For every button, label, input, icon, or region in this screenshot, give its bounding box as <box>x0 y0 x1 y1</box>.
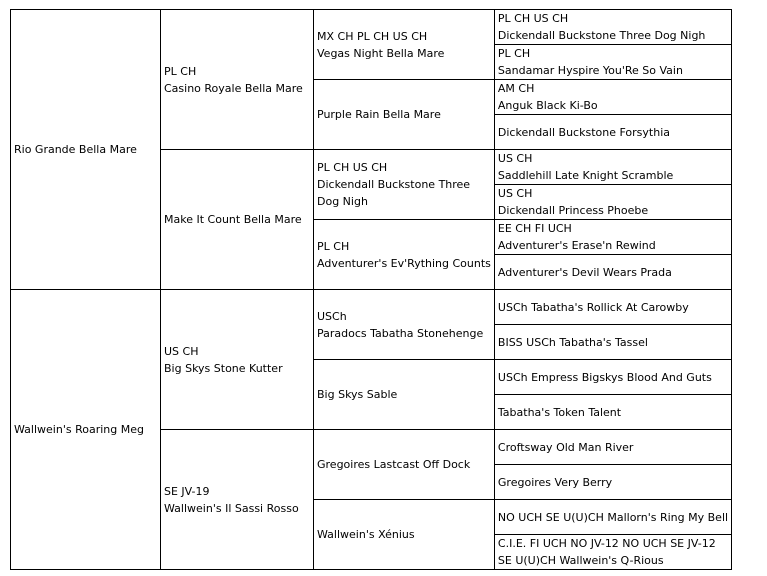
gen4-title-1: PL CH US CH <box>497 12 569 25</box>
gen1-dam-cell <box>11 10 161 290</box>
gen3-cell-7 <box>314 430 495 500</box>
gen2-title-1: PL CH <box>164 64 197 78</box>
gen4-name-10: BISS USCh Tabatha's Tassel <box>497 335 648 349</box>
gen4-cell-13 <box>494 430 731 465</box>
gen4-cell-11 <box>494 360 731 395</box>
gen2-name-1: Casino Royale Bella Mare <box>164 81 303 95</box>
gen4-cell-16 <box>494 535 731 570</box>
gen4-name-11: USCh Empress Bigskys Blood And Guts <box>497 370 712 384</box>
gen4-cell-15 <box>494 500 731 535</box>
gen3-name-3: Dickendall Buckstone Three Dog Nigh <box>317 178 471 208</box>
gen4-cell-5 <box>494 150 731 185</box>
gen4-cell-12 <box>494 395 731 430</box>
gen2-title-3: US CH <box>164 344 199 358</box>
gen3-cell-8 <box>314 500 495 570</box>
gen4-cell-8 <box>494 255 731 290</box>
gen2-cell-4 <box>161 430 314 570</box>
gen4-name-6: Dickendall Princess Phoebe <box>497 204 649 217</box>
gen3-name-5: Paradocs Tabatha Stonehenge <box>317 326 484 340</box>
gen3-name-6: Big Skys Sable <box>317 388 398 401</box>
gen2-title-4: SE JV-19 <box>164 484 210 498</box>
gen3-cell-1 <box>314 10 495 80</box>
gen4-title-7: EE CH FI UCH <box>497 222 572 235</box>
gen3-cell-2 <box>314 80 495 150</box>
gen3-name-2: Purple Rain Bella Mare <box>317 108 441 121</box>
gen1-sire-cell <box>11 290 161 570</box>
gen3-title-5: USCh <box>317 309 347 323</box>
gen3-name-4: Adventurer's Ev'Rything Counts <box>317 256 491 270</box>
gen4-cell-4 <box>494 115 731 150</box>
gen4-name-4: Dickendall Buckstone Forsythia <box>497 125 670 139</box>
gen4-name-16: SE U(U)CH Wallwein's Q-Rious <box>497 554 664 567</box>
gen3-cell-5 <box>314 290 495 360</box>
gen2-cell-3 <box>161 290 314 430</box>
gen4-name-7: Adventurer's Erase'n Rewind <box>497 239 656 252</box>
gen4-name-14: Gregoires Very Berry <box>497 475 613 489</box>
gen2-name-2: Make It Count Bella Mare <box>164 213 302 226</box>
gen4-title-3: AM CH <box>497 82 535 95</box>
gen4-name-8: Adventurer's Devil Wears Prada <box>497 265 672 279</box>
gen4-cell-6 <box>494 185 731 220</box>
gen4-name-3: Anguk Black Ki-Bo <box>497 99 598 112</box>
gen3-cell-4 <box>314 220 495 290</box>
gen3-name-1: Vegas Night Bella Mare <box>317 46 445 60</box>
gen4-name-2: Sandamar Hyspire You'Re So Vain <box>497 64 683 77</box>
gen3-name-8: Wallwein's Xénius <box>317 528 415 541</box>
gen4-cell-9 <box>494 290 731 325</box>
pedigree-table <box>10 9 732 570</box>
gen2-cell-2 <box>161 150 314 290</box>
gen4-title-16: C.I.E. FI UCH NO JV-12 NO UCH SE JV-12 <box>497 537 716 550</box>
gen3-cell-6 <box>314 360 495 430</box>
gen4-name-12: Tabatha's Token Talent <box>497 405 622 419</box>
gen4-title-5: US CH <box>497 152 533 165</box>
gen4-name-5: Saddlehill Late Knight Scramble <box>497 169 674 182</box>
gen4-cell-10 <box>494 325 731 360</box>
gen3-title-1: MX CH PL CH US CH <box>317 29 428 43</box>
gen4-title-2: PL CH <box>497 47 531 60</box>
gen4-name-1: Dickendall Buckstone Three Dog Nigh <box>497 29 706 42</box>
gen4-name-15: NO UCH SE U(U)CH Mallorn's Ring My Bell <box>497 510 729 524</box>
gen3-title-4: PL CH <box>317 239 350 253</box>
gen4-title-6: US CH <box>497 187 533 200</box>
gen2-name-3: Big Skys Stone Kutter <box>164 361 283 375</box>
gen4-cell-3 <box>494 80 731 115</box>
gen3-name-7: Gregoires Lastcast Off Dock <box>317 458 471 471</box>
gen4-cell-7 <box>494 220 731 255</box>
gen3-title-3: PL CH US CH <box>317 161 388 174</box>
gen2-cell-1 <box>161 10 314 150</box>
gen4-cell-1 <box>494 10 731 45</box>
gen4-name-9: USCh Tabatha's Rollick At Carowby <box>497 300 689 314</box>
gen4-name-13: Croftsway Old Man River <box>497 440 634 454</box>
gen4-cell-2 <box>494 45 731 80</box>
gen3-cell-3 <box>314 150 495 220</box>
gen1-sire-name: Wallwein's Roaring Meg <box>14 423 144 436</box>
gen4-cell-14 <box>494 465 731 500</box>
gen2-name-4: Wallwein's Il Sassi Rosso <box>164 501 299 515</box>
gen1-dam-name: Rio Grande Bella Mare <box>14 143 137 156</box>
